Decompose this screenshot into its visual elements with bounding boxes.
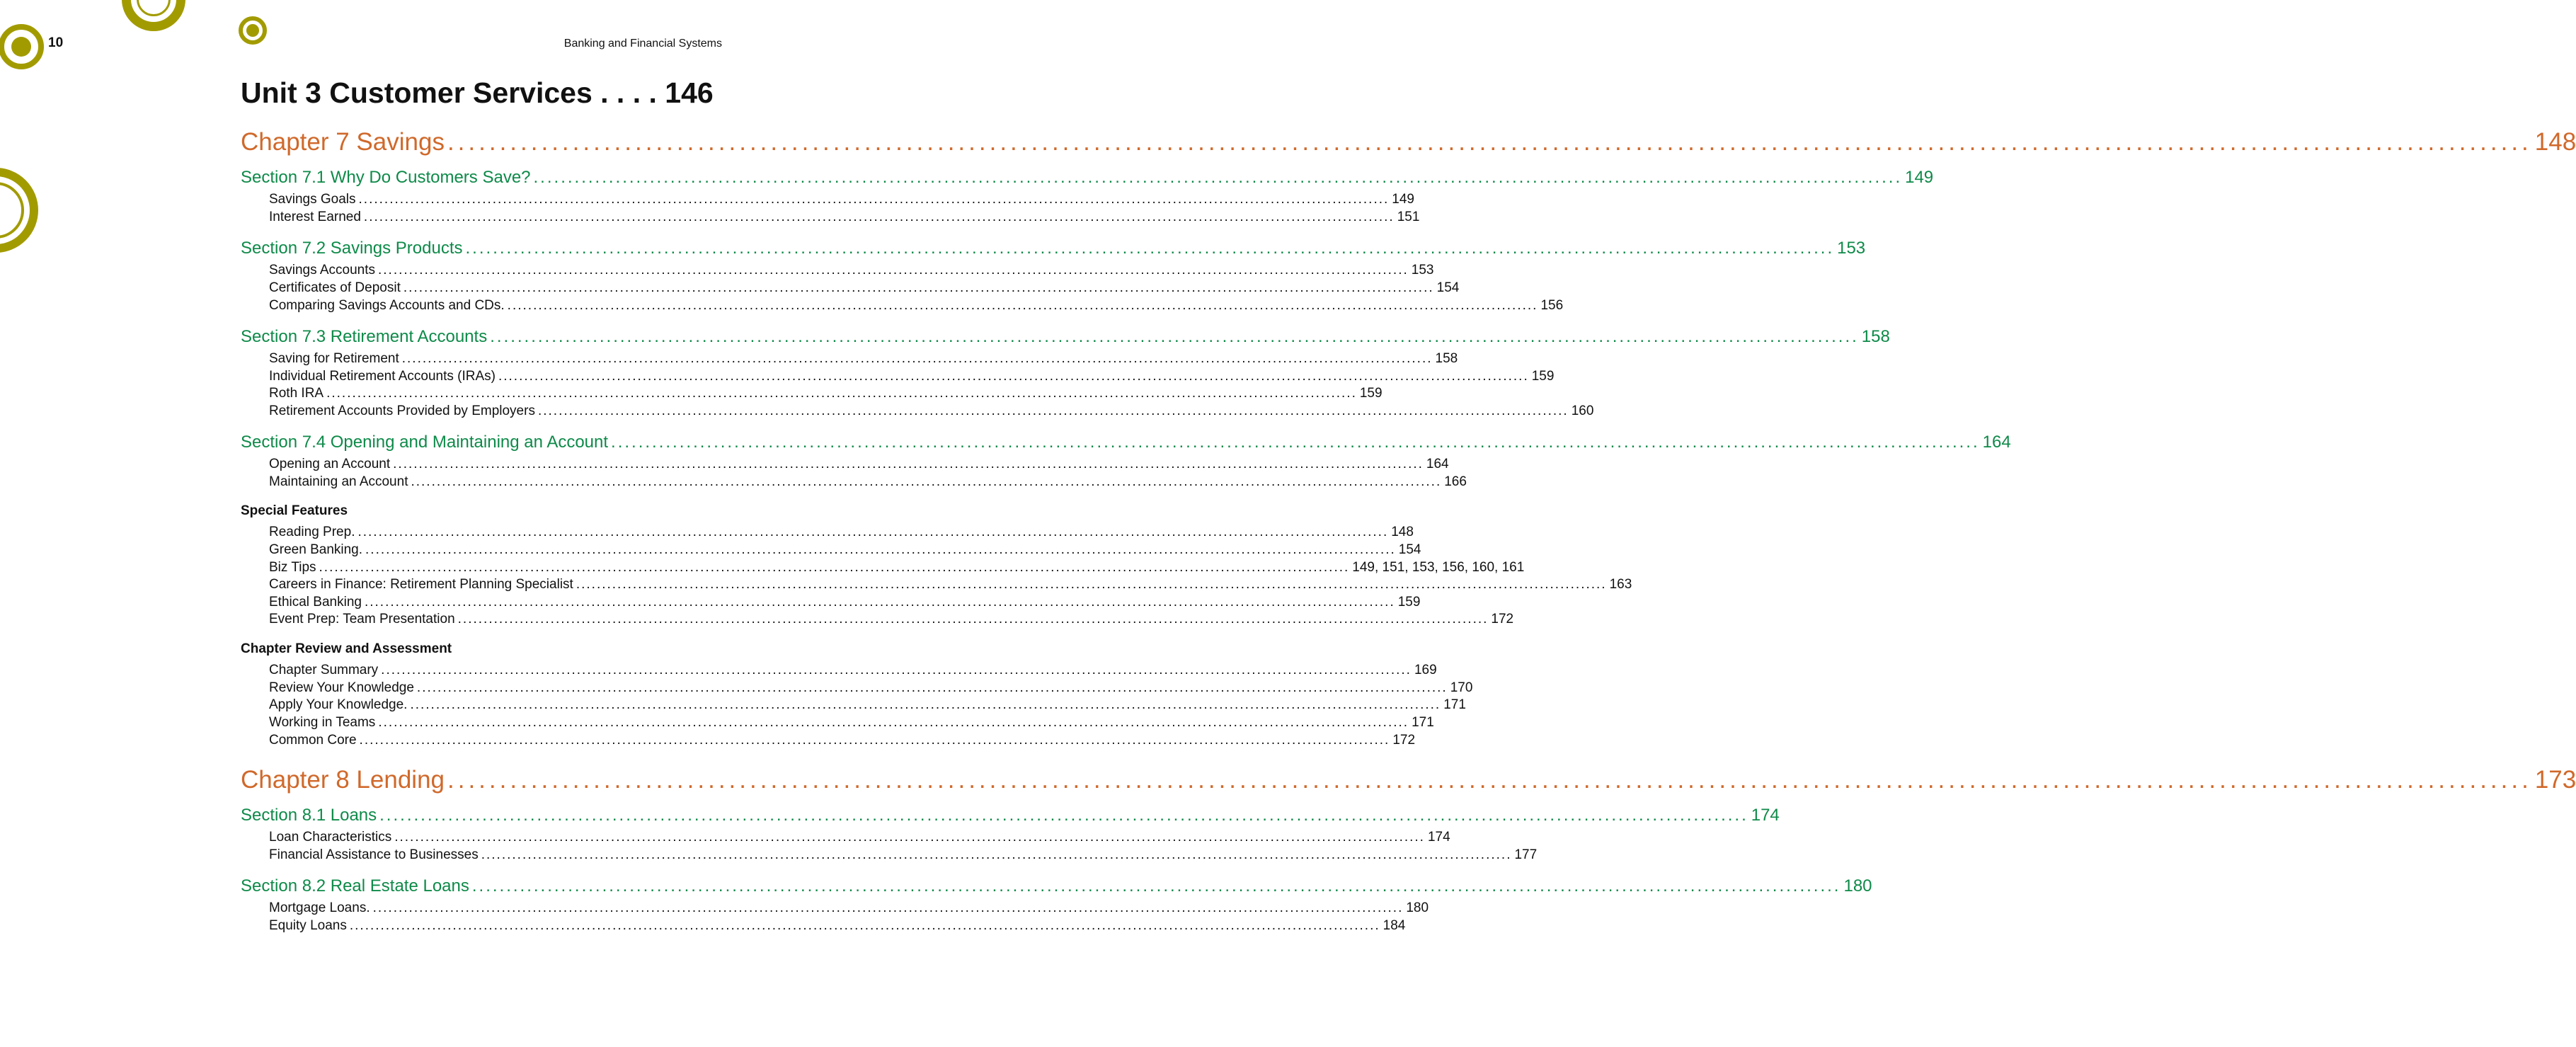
dot-leader: ........................................................................................................................................................................................................ [393, 457, 1424, 471]
running-head: Banking and Financial Systems [563, 38, 722, 50]
dot-leader: ........................................................................................................................................................................................................ [378, 715, 1409, 730]
toc-entry[interactable]: Mortgage Loans. ........................................................................................................................................................................................................ 180 [269, 900, 1429, 915]
toc-entry[interactable]: Apply Your Knowledge. ........................................................................................................................................................................................................ 171 [269, 697, 1466, 712]
toc-entry[interactable]: Equity Loans ........................................................................................................................................................................................................ 184 [269, 918, 1406, 933]
toc-entry[interactable]: Savings Accounts ........................................................................................................................................................................................................ 153 [269, 263, 1434, 278]
section-7-3[interactable]: Section 7.3 Retirement Accounts ........................................................................................................................................................................................................ 158 [241, 327, 1890, 346]
dot-leader: ........................................................................................................................................................................................................ [359, 733, 1390, 748]
dot-leader: ........................................................................................................................................................................................................ [363, 210, 1395, 224]
toc-entry[interactable]: Working in Teams ........................................................................................................................................................................................................ 171 [269, 715, 1434, 730]
dot-leader: ........................................................................................................................................................................................................ [410, 697, 1441, 712]
dot-leader: ........................................................................................................................................................................................................ [465, 239, 1835, 258]
section-8-2[interactable]: Section 8.2 Real Estate Loans ........................................................................................................................................................................................................ 180 [241, 876, 1872, 896]
decorative-dot-left [11, 37, 31, 57]
dot-leader: ........................................................................................................................................................................................................ [576, 577, 1607, 592]
toc-entry[interactable]: Reading Prep. ........................................................................................................................................................................................................ 148 [269, 525, 1414, 539]
chapter-8-heading[interactable]: Chapter 8 Lending ........................................................................................................................................................................................................ 173 [241, 766, 2576, 794]
dot-leader: ........................................................................................................................................................................................................ [447, 128, 2532, 156]
decorative-dot-small [246, 24, 259, 37]
toc-entry[interactable]: Savings Goals ........................................................................................................................................................................................................ 149 [269, 192, 1414, 207]
dot-leader: ........................................................................................................................................................................................................ [401, 351, 1433, 366]
dot-leader: ........................................................................................................................................................................................................ [365, 542, 1396, 557]
dot-leader: ........................................................................................................................................................................................................ [481, 847, 1512, 862]
toc-entry[interactable]: Maintaining an Account ........................................................................................................................................................................................................ 166 [269, 474, 1467, 489]
dot-leader: ........................................................................................................................................................................................................ [533, 168, 1903, 187]
section-7-1[interactable]: Section 7.1 Why Do Customers Save? ........................................................................................................................................................................................................ 149 [241, 168, 1934, 187]
toc-entry[interactable]: Ethical Banking ........................................................................................................................................................................................................ 159 [269, 595, 1421, 610]
dot-leader: ........................................................................................................................................................................................................ [377, 263, 1409, 278]
dot-leader: ........................................................................................................................................................................................................ [358, 192, 1390, 207]
dot-leader: ........................................................................................................................................................................................................ [326, 386, 1357, 401]
dot-leader: ........................................................................................................................................................................................................ [611, 433, 1980, 452]
dot-leader: ........................................................................................................................................................................................................ [403, 280, 1434, 295]
section-7-4[interactable]: Section 7.4 Opening and Maintaining an Account ........................................................................................................................................................................................................ 164 [241, 433, 2011, 452]
toc-entry[interactable]: Common Core ........................................................................................................................................................................................................ 172 [269, 733, 1416, 748]
chapter-7-heading[interactable]: Chapter 7 Savings ........................................................................................................................................................................................................ 148 [241, 128, 2576, 156]
toc-entry[interactable]: Saving for Retirement ........................................................................................................................................................................................................ 158 [269, 351, 1458, 366]
dot-leader: ........................................................................................................................................................................................................ [364, 595, 1395, 610]
page-number: 10 [48, 35, 64, 50]
dot-leader: ........................................................................................................................................................................................................ [349, 918, 1380, 933]
toc-entry[interactable]: Certificates of Deposit ........................................................................................................................................................................................................ 154 [269, 280, 1460, 295]
dot-leader: ........................................................................................................................................................................................................ [507, 298, 1538, 313]
toc-entry[interactable]: Careers in Finance: Retirement Planning Specialist ........................................................................................................................................................................................................ 163 [269, 577, 1632, 592]
toc-entry[interactable]: Interest Earned ........................................................................................................................................................................................................ 151 [269, 210, 1420, 224]
dot-leader: ........................................................................................................................................................................................................ [498, 369, 1529, 384]
toc-entry[interactable]: Roth IRA ........................................................................................................................................................................................................ 159 [269, 386, 1383, 401]
toc-entry[interactable]: Financial Assistance to Businesses ........................................................................................................................................................................................................ 177 [269, 847, 1538, 862]
dot-leader: ........................................................................................................................................................................................................ [490, 327, 1859, 346]
section-8-1[interactable]: Section 8.1 Loans ........................................................................................................................................................................................................ 174 [241, 806, 1780, 825]
dot-leader: ........................................................................................................................................................................................................ [411, 474, 1442, 489]
toc-entry[interactable]: Individual Retirement Accounts (IRAs) ........................................................................................................................................................................................................ 159 [269, 369, 1555, 384]
special-features-heading: Special Features [241, 503, 348, 518]
toc-entry[interactable]: Review Your Knowledge ........................................................................................................................................................................................................ 170 [269, 680, 1473, 695]
toc-entry[interactable]: Chapter Summary ........................................................................................................................................................................................................ 169 [269, 663, 1437, 677]
dot-leader: ........................................................................................................................................................................................................ [357, 525, 1389, 539]
dot-leader: ........................................................................................................................................................................................................ [537, 404, 1569, 418]
dot-leader: ........................................................................................................................................................................................................ [379, 806, 1748, 825]
dot-leader: ........................................................................................................................................................................................................ [457, 612, 1489, 627]
dot-leader: ........................................................................................................................................................................................................ [319, 560, 1350, 575]
toc-entry[interactable]: Loan Characteristics ........................................................................................................................................................................................................ 174 [269, 830, 1450, 845]
dot-leader: ........................................................................................................................................................................................................ [394, 830, 1425, 845]
dot-leader: ........................................................................................................................................................................................................ [447, 766, 2532, 794]
toc-entry[interactable]: Green Banking. ........................................................................................................................................................................................................ 154 [269, 542, 1421, 557]
dot-leader: ........................................................................................................................................................................................................ [381, 663, 1412, 677]
toc-entry[interactable]: Retirement Accounts Provided by Employers ........................................................................................................................................................................................................ 160 [269, 404, 1594, 418]
dot-leader: ........................................................................................................................................................................................................ [471, 876, 1841, 896]
toc-entry[interactable]: Event Prep: Team Presentation ........................................................................................................................................................................................................ 172 [269, 612, 1514, 627]
toc-entry[interactable]: Opening an Account ........................................................................................................................................................................................................ 164 [269, 457, 1449, 471]
chapter-review-heading: Chapter Review and Assessment [241, 641, 452, 656]
dot-leader: ........................................................................................................................................................................................................ [416, 680, 1448, 695]
unit-title: Unit 3 Customer Services . . . . 146 [241, 76, 714, 109]
dot-leader: ........................................................................................................................................................................................................ [372, 900, 1404, 915]
toc-entry[interactable]: Biz Tips ........................................................................................................................................................................................................ 149, 151, 153, 156, 160, 161 [269, 560, 1525, 575]
section-7-2[interactable]: Section 7.2 Savings Products ........................................................................................................................................................................................................ 153 [241, 239, 1866, 258]
toc-entry[interactable]: Comparing Savings Accounts and CDs. ........................................................................................................................................................................................................ 156 [269, 298, 1564, 313]
